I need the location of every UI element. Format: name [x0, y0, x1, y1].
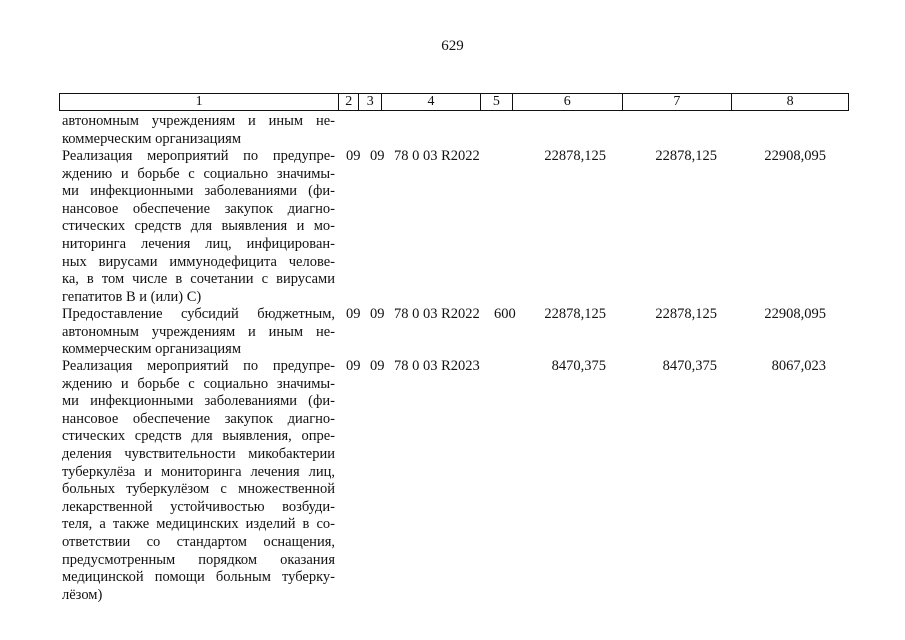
cell-c7: 8470,375: [662, 358, 717, 374]
description-line: Предоставление субсидий бюджетным,: [62, 306, 335, 322]
cell-c8: 8067,023: [771, 358, 826, 374]
description-line: деления чувствительности микобактерии: [62, 445, 335, 462]
cell-c6: 22878,125: [544, 306, 606, 322]
row-description: [62, 148, 335, 306]
cell-c3: 09: [370, 148, 385, 164]
description-line: ных вирусами иммунодефицита челове-: [62, 253, 335, 270]
header-col-6: 6: [513, 94, 623, 110]
cell-c3: 09: [370, 306, 385, 322]
description-line: автономным учреждениям и иным не-: [62, 323, 335, 340]
description-line: лёзом): [62, 586, 103, 603]
description-line: теля, а также медицинских изделий в со-: [62, 516, 335, 533]
header-col-3: 3: [359, 94, 382, 110]
header-col-5: 5: [481, 94, 513, 110]
description-line: коммерческим организациям: [62, 341, 242, 358]
description-line: стических средств для выявления, опре-: [62, 428, 335, 445]
cell-c2: 09: [346, 306, 361, 322]
table-header: [59, 93, 849, 111]
cell-c6: 22878,125: [544, 148, 606, 164]
description-line: Реализация мероприятий по предупре-: [62, 358, 335, 374]
description-line: медицинской помощи больным туберку-: [62, 569, 335, 586]
cell-c7: 22878,125: [655, 148, 717, 164]
description-line: ответствии со стандартом оснащения,: [62, 533, 335, 550]
description-line: коммерческим организациям: [62, 130, 242, 147]
cell-c2: 09: [346, 358, 361, 374]
description-line: гепатитов В и (или) С): [62, 288, 202, 305]
header-col-2: 2: [339, 94, 359, 110]
description-line: ниторинга лечения лиц, инфицирован-: [62, 235, 335, 252]
header-col-8: 8: [786, 94, 794, 109]
cell-c4: 78 0 03 R2022: [394, 306, 480, 322]
description-line: нансовое обеспечение закупок диагно-: [62, 200, 335, 217]
header-col-7: 7: [623, 94, 733, 110]
cell-c2: 09: [346, 148, 361, 164]
cell-c4: 78 0 03 R2022: [394, 148, 480, 164]
description-line: лекарственной устойчивостью возбуди-: [62, 498, 335, 515]
description-line: туберкулёза и мониторинга лечения лиц,: [62, 463, 335, 480]
description-line: ми инфекционными заболеваниями (фи-: [62, 183, 335, 200]
cell-c8: 22908,095: [764, 148, 826, 164]
cell-c5: 600: [494, 306, 516, 322]
description-line: ми инфекционными заболеваниями (фи-: [62, 393, 335, 410]
header-col-1: 1: [60, 94, 339, 110]
description-line: автономным учреждениям и иным не-: [62, 113, 335, 129]
description-line: ждению и борьбе с социально значимы-: [62, 375, 335, 392]
row-description: [62, 358, 335, 604]
description-line: ка, в том числе в сочетании с вирусами: [62, 271, 335, 288]
description-line: предусмотренным порядком оказания: [62, 551, 335, 568]
description-line: Реализация мероприятий по предупре-: [62, 148, 335, 164]
cell-c6: 8470,375: [551, 358, 606, 374]
description-line: ждению и борьбе с социально значимы-: [62, 165, 335, 182]
row-description: [62, 113, 335, 148]
cell-c3: 09: [370, 358, 385, 374]
description-line: нансовое обеспечение закупок диагно-: [62, 410, 335, 427]
page-number: 629: [441, 38, 464, 54]
cell-c8: 22908,095: [764, 306, 826, 322]
description-line: стических средств для выявления и мо-: [62, 218, 335, 235]
row-description: [62, 306, 335, 359]
cell-c7: 22878,125: [655, 306, 717, 322]
description-line: больных туберкулёзом с множественной: [62, 481, 335, 498]
cell-c4: 78 0 03 R2023: [394, 358, 480, 374]
header-col-4: 4: [382, 94, 481, 110]
